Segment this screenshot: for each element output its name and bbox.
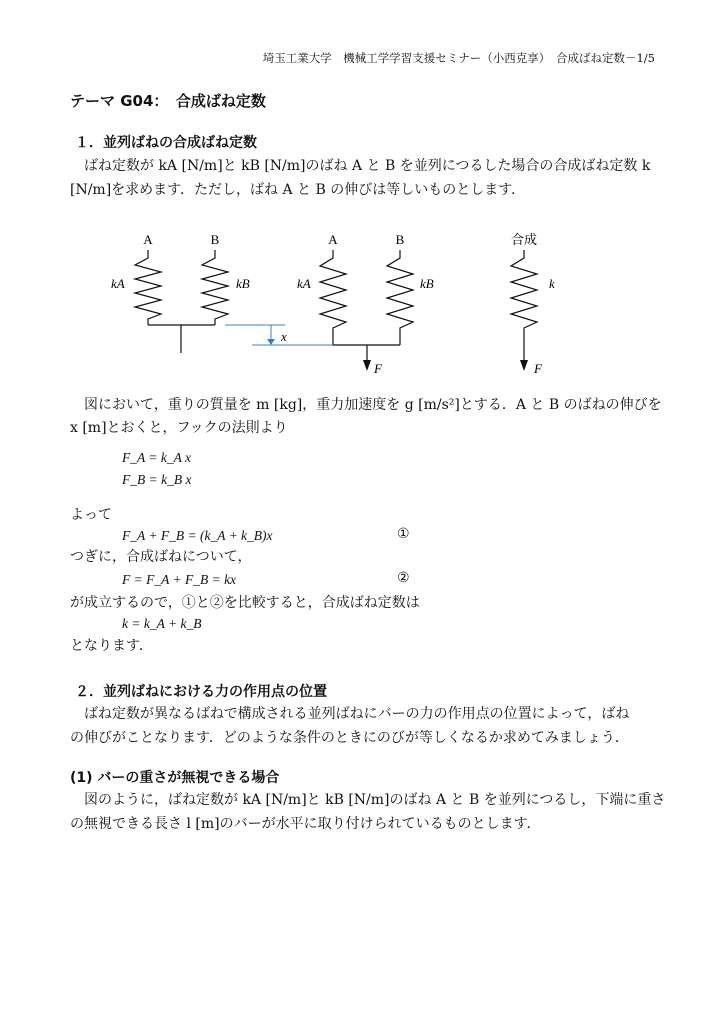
spring-a-left (135, 250, 161, 325)
section2-heading: ２．並列ばねにおける力の作用点の位置 (75, 684, 327, 700)
label-a-left: A (143, 232, 153, 247)
label-kb-mid: kB (420, 276, 434, 291)
section1-intro-line2: [N/m]を求めます．ただし，ばね A と B の伸びは等しいものとします． (70, 182, 526, 198)
label-kb-left: kB (236, 276, 250, 291)
text-seiritsu: が成立するので，①と②を比較すると，合成ばね定数は (70, 595, 420, 611)
subsection1-line2: の無視できる長さ l [m]のバーが水平に取り付けられているものとします． (70, 816, 541, 832)
subsection1-heading: (1) バーの重さが無視できる場合 (70, 770, 280, 786)
label-b-mid: B (395, 232, 405, 247)
text-narimasu: となります． (70, 638, 153, 654)
label-composite: 合成 (510, 232, 538, 247)
spring-b-mid (387, 250, 413, 345)
label-f-mid: F (374, 361, 382, 376)
equation-2-number: ② (397, 570, 410, 586)
text-yotte: よって (70, 507, 112, 523)
spring-composite (511, 250, 537, 362)
equation-3: k = k_A + k_B (122, 616, 202, 631)
equation-fa: F_A = k_A x (122, 450, 191, 465)
equation-fb: F_B = k_B x (122, 472, 192, 487)
label-x: x (281, 329, 287, 344)
para2-line1: 図において，重りの質量を m [kg]，重力加速度を g [m/s²]とする．A と B のばねの伸びを (84, 397, 662, 413)
force-arrowhead-right (520, 360, 528, 371)
spring-a-mid (320, 250, 346, 345)
equation-2: F = F_A + F_B = kx (122, 572, 237, 587)
equation-1-number: ① (397, 526, 410, 542)
section2-line2: の伸びがことなります．どのような条件のときにのびが等しくなるか求めてみましょう． (70, 730, 629, 746)
subsection1-line1: 図のように，ばね定数が kA [N/m]と kB [N/m]のばね A と B を並列につるし，下端に重さ (84, 792, 666, 808)
label-f-right: F (534, 361, 542, 376)
spring-b-left (202, 250, 228, 325)
force-arrowhead-mid (363, 360, 371, 371)
section1-intro-line1: ばね定数が kA [N/m]と kB [N/m]のばね A と B を並列につるした場合の合成ばね定数 k (84, 158, 651, 174)
section1-heading: １．並列ばねの合成ばね定数 (75, 135, 257, 151)
para2-line2: x [m]とおくと，フックの法則より (70, 420, 288, 436)
label-ka-left: kA (111, 276, 125, 291)
disp-arrowhead (267, 339, 275, 345)
text-tsugini: つぎに，合成ばねについて， (70, 549, 252, 565)
equation-1: F_A + F_B = (k_A + k_B)x (122, 528, 273, 543)
page-header: 埼玉工業大学 機械工学学習支援セミナー（小西克享） 合成ばね定数－1/5 (262, 51, 655, 65)
page-title: テーマ G04： 合成ばね定数 (70, 92, 266, 110)
label-k-composite: k (549, 276, 555, 291)
label-b-left: B (210, 232, 220, 247)
spring-figure (0, 220, 725, 385)
section2-line1: ばね定数が異なるばねで構成される並列ばねにバーの力の作用点の位置によって，ばね (84, 706, 630, 722)
label-a-mid: A (328, 232, 338, 247)
label-ka-mid: kA (297, 276, 311, 291)
